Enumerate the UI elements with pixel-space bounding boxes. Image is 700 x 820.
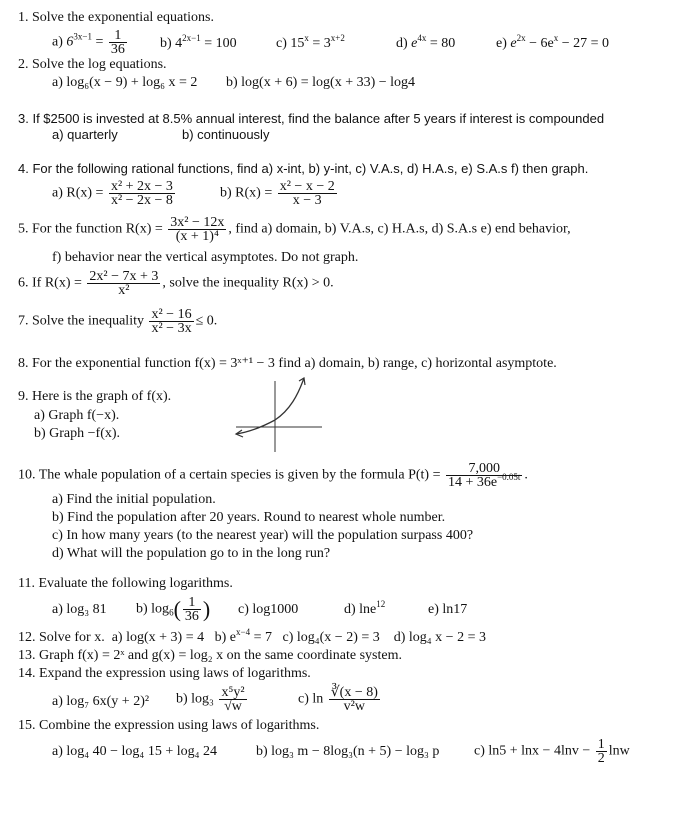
graph-curve bbox=[236, 378, 304, 434]
q9-a: a) Graph f(−x). bbox=[34, 408, 120, 423]
q4-b: b) R(x) = $\frac{\text{x² − x − 2}}{x - 3}$ bbox=[220, 179, 335, 208]
q1-d: d) $e^{4x} = 80$ bbox=[396, 33, 456, 51]
q11-c: c) log1000 bbox=[238, 602, 299, 617]
q15-title: 15. Combine the expression using laws of logarithms. bbox=[18, 718, 320, 733]
q5-line1: 5. For the function R(x) = $\frac{\text{3x² − 12x}}{\text{(x + 1)⁴}}$ , find a) domain, b) V.A.s, c) H.A.s, d) S.A.s e) end behavior, bbox=[18, 215, 571, 244]
q4-title: 4. For the following rational functions, find a) x-int, b) y-int, c) V.A.s, d) H.A.s, e) S.A.s f) then graph. bbox=[18, 161, 589, 176]
q14-title: 14. Expand the expression using laws of logarithms. bbox=[18, 666, 311, 681]
q3-b: b) continuously bbox=[182, 127, 270, 142]
graph-right-arrow-icon bbox=[299, 378, 305, 385]
q1-a: a) $6^{3x-1}$ = $\frac{1}{36}$ bbox=[52, 28, 125, 57]
q9-b: b) Graph −f(x). bbox=[34, 426, 121, 441]
q5-line2: f) behavior near the vertical asymptotes. Do not graph. bbox=[52, 250, 359, 265]
q4-a: a) R(x) = $\frac{\text{x² + 2x − 3}}{\text{x² − 2x − 8}}$ bbox=[52, 179, 173, 208]
q10-d: d) What will the population go to in the long run? bbox=[52, 546, 331, 561]
graph-left-arrow-icon bbox=[236, 430, 243, 437]
q11-title: 11. Evaluate the following logarithms. bbox=[18, 576, 233, 591]
q14-a: a) log₇ 6x(y + 2)² bbox=[52, 694, 150, 709]
q13: 13. Graph f(x) = 2ˣ and g(x) = log₂ x on the same coordinate system. bbox=[18, 648, 402, 663]
q2-a: a) log₆(x − 9) + log₆ x = 2 bbox=[52, 75, 198, 90]
q10: 10. The whale population of a certain species is given by the formula P(t) = $\frac{7,000}{14 + 36e^{-0.05t}}$ . bbox=[18, 461, 528, 490]
q14-b: b) log₃ $\frac{\text{x⁵y²}}{√w}$ bbox=[176, 685, 245, 714]
q11-b: b) $\log_6$( $\frac{1}{36}$ ) bbox=[136, 595, 211, 624]
q1-title: 1. Solve the exponential equations. bbox=[18, 10, 214, 25]
q9-title: 9. Here is the graph of f(x). bbox=[18, 389, 172, 404]
q10-a: a) Find the initial population. bbox=[52, 492, 216, 507]
q2-title: 2. Solve the log equations. bbox=[18, 57, 167, 72]
q8: 8. For the exponential function f(x) = 3ˣ⁺¹ − 3 find a) domain, b) range, c) horizontal asymptote. bbox=[18, 356, 557, 371]
q15-c: c) ln5 + lnx − 4lnv − $\frac{1}{2}$ lnw bbox=[474, 737, 630, 766]
q6: 6. If R(x) = $\frac{\text{2x² − 7x + 3}}{\text{x²}}$ , solve the inequality R(x) > 0. bbox=[18, 269, 334, 298]
q14-c: c) ln $\frac{∛(x - 8)}{\text{v²w}}$ bbox=[298, 685, 378, 714]
q10-c: c) In how many years (to the nearest year) will the population surpass 400? bbox=[52, 528, 474, 543]
q3-title: 3. If $2500 is invested at 8.5% annual interest, find the balance after 5 years if interest is compounded bbox=[18, 111, 605, 126]
q1-b: b) $4^{2x-1} = 100$ bbox=[160, 33, 237, 51]
q7: 7. Solve the inequality $\frac{\text{x² − 16}}{\text{x² − 3x}}$ ≤ 0. bbox=[18, 307, 218, 336]
q10-b: b) Find the population after 20 years. Round to nearest whole number. bbox=[52, 510, 446, 525]
q11-d: d) lne$^{12}$ bbox=[344, 599, 386, 617]
q1-e: e) $e^{2x} - 6e^x - 27 = 0$ bbox=[496, 33, 610, 51]
q15-b: b) log₃ m − 8log₃(n + 5) − log₃ p bbox=[256, 744, 440, 759]
q15-a: a) log₄ 40 − log₄ 15 + log₄ 24 bbox=[52, 744, 217, 759]
q11-a: a) log₃ 81 bbox=[52, 602, 107, 617]
q12: 12. Solve for x. a) log(x + 3) = 4 b) $e^{x-4} = 7$ c) log₄(x − 2) = 3 d) log₄ x − 2 = 3 bbox=[18, 627, 486, 645]
q2-b: b) log(x + 6) = log(x + 33) − log4 bbox=[226, 75, 416, 90]
q3-a: a) quarterly bbox=[52, 127, 118, 142]
q1-c: c) $15^x = 3^{x+2}$ bbox=[276, 33, 345, 51]
q11-e: e) ln17 bbox=[428, 602, 468, 617]
